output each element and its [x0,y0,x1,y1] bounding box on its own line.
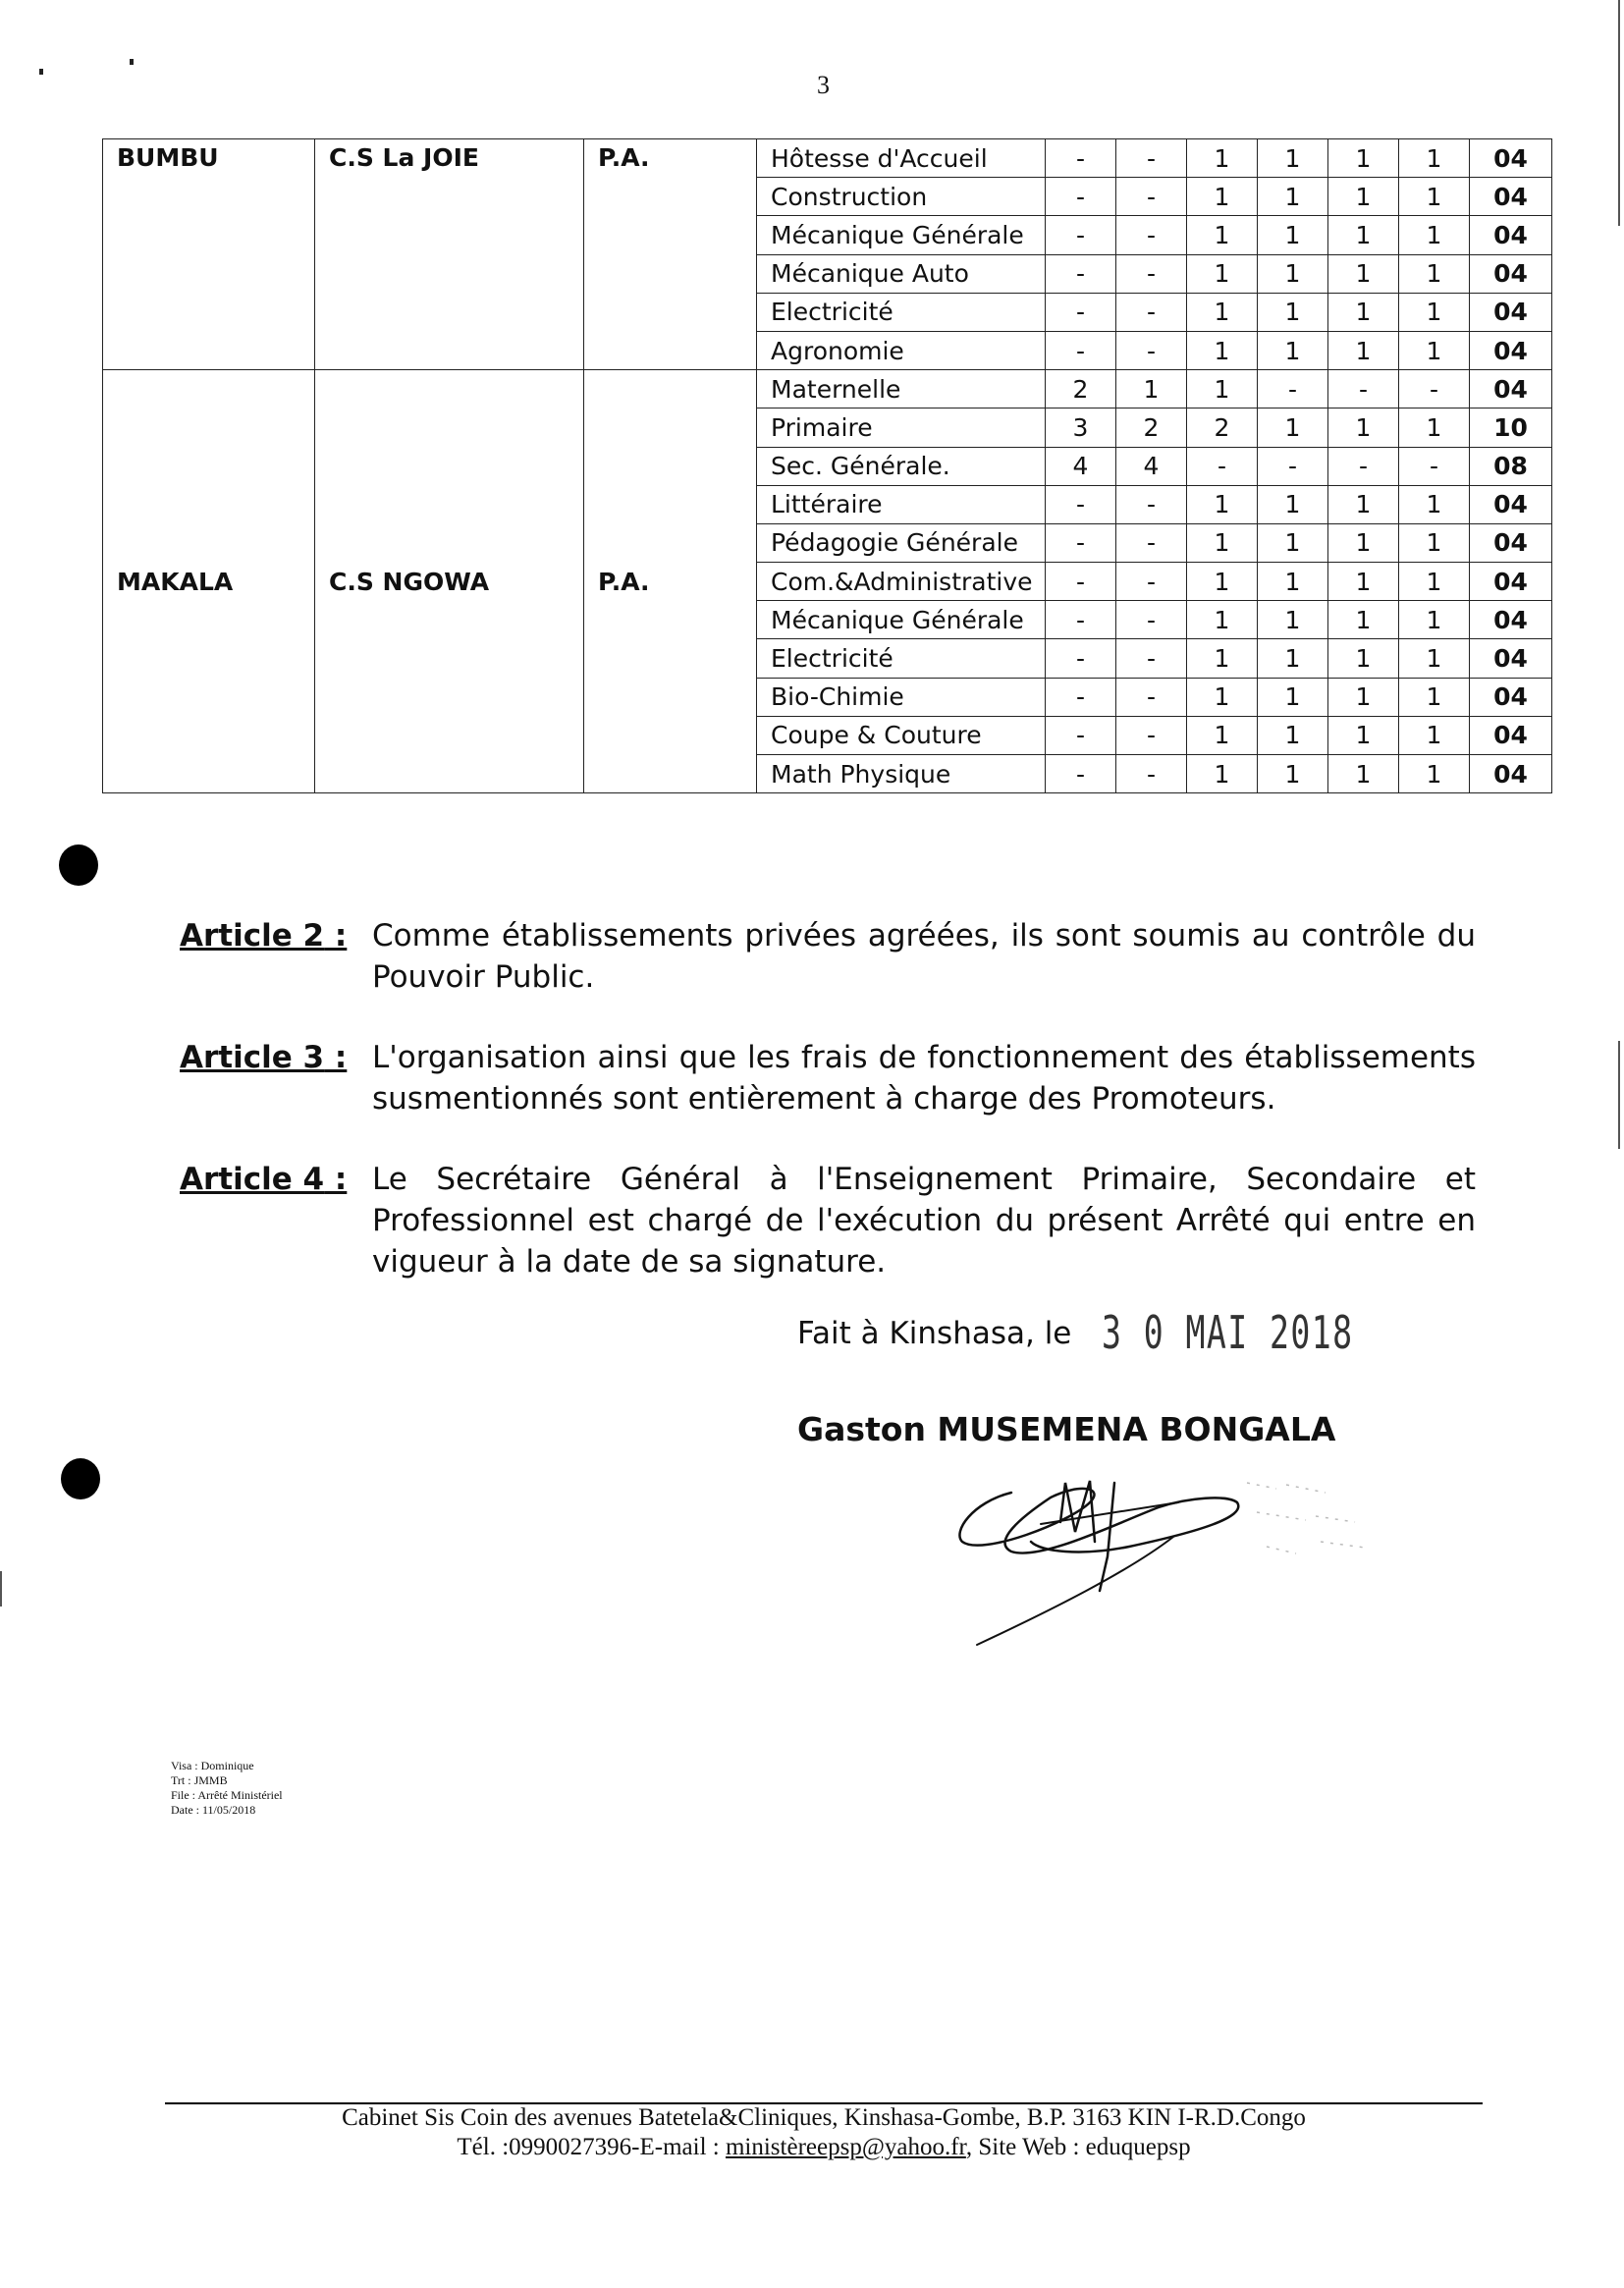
class-count-cell: 1 [1258,254,1328,293]
class-count-cell: - [1046,485,1116,523]
class-count-cell: - [1046,716,1116,754]
class-count-cell: 1 [1399,409,1470,447]
total-cell: 04 [1470,331,1552,369]
footer-contact [165,2134,1483,2161]
article [180,915,1476,998]
total-cell: 04 [1470,293,1552,331]
class-count-cell: - [1116,563,1187,601]
regime-cell: P.A. [584,139,757,370]
footer-address: Cabinet Sis Coin des avenues Batetela&Cliniques, Kinshasa-Gombe, B.P. 3163 KIN I-R.D.Congo [342,2104,1306,2131]
school-allocation-table [102,138,1552,793]
class-count-cell: - [1116,178,1187,216]
class-count-cell: 1 [1258,601,1328,639]
class-count-cell: - [1046,601,1116,639]
class-count-cell: - [1046,678,1116,716]
table-row [103,370,1552,409]
class-count-cell: 1 [1399,563,1470,601]
class-count-cell: - [1046,254,1116,293]
article-text: L'organisation ainsi que les frais de fonctionnement des établissements susmentionnés sont entièrement à charge des Promoteurs. [372,1040,1476,1117]
article [180,1159,1476,1282]
date-stamp: 3 0 MAI 2018 [1102,1306,1354,1359]
total-cell: 04 [1470,716,1552,754]
class-count-cell: - [1046,755,1116,793]
scan-edge-line [1618,1041,1620,1149]
total-cell: 04 [1470,678,1552,716]
option-cell: Electricité [757,293,1046,331]
class-count-cell: 1 [1187,563,1258,601]
class-count-cell: 1 [1328,139,1399,178]
class-count-cell: 1 [1328,523,1399,562]
class-count-cell: 2 [1116,409,1187,447]
class-count-cell: 1 [1399,601,1470,639]
class-count-cell: - [1258,447,1328,485]
total-cell: 08 [1470,447,1552,485]
class-count-cell: 1 [1328,563,1399,601]
scan-edge-line [0,1571,2,1607]
class-count-cell: 1 [1328,293,1399,331]
meta-visa: Visa : Dominique [171,1759,254,1772]
class-count-cell: 1 [1399,485,1470,523]
class-count-cell: - [1116,678,1187,716]
class-count-cell: 4 [1116,447,1187,485]
scan-speck [130,59,134,65]
total-cell: 04 [1470,601,1552,639]
class-count-cell: 1 [1328,254,1399,293]
class-count-cell: 1 [1328,601,1399,639]
option-cell: Sec. Générale. [757,447,1046,485]
class-count-cell: 1 [1399,254,1470,293]
commune-cell: MAKALA [103,370,315,793]
document-meta [171,1759,283,1818]
class-count-cell: 2 [1046,370,1116,409]
class-count-cell: 1 [1399,678,1470,716]
article-label: Article 2 : [180,918,348,953]
class-count-cell: - [1187,447,1258,485]
meta-file: File : Arrêté Ministériel [171,1788,283,1802]
class-count-cell: 1 [1116,370,1187,409]
class-count-cell: - [1046,331,1116,369]
class-count-cell: 1 [1258,678,1328,716]
option-cell: Littéraire [757,485,1046,523]
class-count-cell: 1 [1399,216,1470,254]
class-count-cell: 1 [1187,523,1258,562]
total-cell: 04 [1470,370,1552,409]
class-count-cell: 1 [1399,716,1470,754]
class-count-cell: - [1116,523,1187,562]
class-count-cell: 1 [1187,755,1258,793]
footer-site: , Site Web : eduquepsp [965,2134,1191,2160]
class-count-cell: - [1116,755,1187,793]
class-count-cell: 1 [1399,755,1470,793]
option-cell: Primaire [757,409,1046,447]
class-count-cell: 1 [1187,678,1258,716]
scan-speck [39,69,43,75]
class-count-cell: 1 [1187,178,1258,216]
class-count-cell: 1 [1258,139,1328,178]
handwritten-signature [933,1463,1424,1660]
total-cell: 04 [1470,755,1552,793]
class-count-cell: 1 [1258,485,1328,523]
class-count-cell: - [1328,370,1399,409]
total-cell: 04 [1470,485,1552,523]
class-count-cell: 1 [1258,639,1328,678]
option-cell: Math Physique [757,755,1046,793]
class-count-cell: 4 [1046,447,1116,485]
total-cell: 04 [1470,523,1552,562]
class-count-cell: 2 [1187,409,1258,447]
class-count-cell: 1 [1258,178,1328,216]
class-count-cell: 1 [1328,409,1399,447]
class-count-cell: 1 [1187,639,1258,678]
total-cell: 04 [1470,254,1552,293]
class-count-cell: 1 [1399,523,1470,562]
class-count-cell: - [1116,216,1187,254]
option-cell: Electricité [757,639,1046,678]
class-count-cell: 1 [1258,293,1328,331]
class-count-cell: 1 [1399,178,1470,216]
total-cell: 04 [1470,178,1552,216]
option-cell: Construction [757,178,1046,216]
article [180,1037,1476,1119]
school-cell: C.S NGOWA [315,370,584,793]
article-label: Article 4 : [180,1162,348,1197]
class-count-cell: - [1116,254,1187,293]
class-count-cell: - [1116,716,1187,754]
class-count-cell: 1 [1328,331,1399,369]
class-count-cell: - [1116,639,1187,678]
class-count-cell: 1 [1187,601,1258,639]
signatory-name: Gaston MUSEMENA BONGALA [797,1410,1336,1448]
class-count-cell: 1 [1399,639,1470,678]
punch-hole [59,844,98,886]
class-count-cell: - [1046,178,1116,216]
class-count-cell: 1 [1187,293,1258,331]
option-cell: Pédagogie Générale [757,523,1046,562]
total-cell: 04 [1470,563,1552,601]
email-link[interactable]: ministèreepsp@yahoo.fr [725,2134,966,2160]
class-count-cell: - [1046,639,1116,678]
table-body [103,139,1552,793]
punch-hole [61,1458,100,1499]
regime-cell: P.A. [584,370,757,793]
class-count-cell: - [1116,139,1187,178]
page-number: 3 [817,71,830,99]
option-cell: Mécanique Auto [757,254,1046,293]
class-count-cell: 1 [1328,755,1399,793]
class-count-cell: 1 [1328,639,1399,678]
class-count-cell: - [1116,601,1187,639]
meta-date: Date : 11/05/2018 [171,1803,256,1817]
class-count-cell: 3 [1046,409,1116,447]
option-cell: Maternelle [757,370,1046,409]
scan-edge-line [1618,0,1620,226]
commune-cell: BUMBU [103,139,315,370]
class-count-cell: 1 [1187,716,1258,754]
class-count-cell: 1 [1187,216,1258,254]
class-count-cell: 1 [1187,254,1258,293]
school-cell: C.S La JOIE [315,139,584,370]
class-count-cell: 1 [1328,716,1399,754]
class-count-cell: 1 [1258,331,1328,369]
class-count-cell: - [1328,447,1399,485]
article-text: Comme établissements privées agréées, ils sont soumis au contrôle du Pouvoir Public. [372,918,1476,995]
class-count-cell: - [1258,370,1328,409]
class-count-cell: 1 [1328,178,1399,216]
class-count-cell: 1 [1187,331,1258,369]
class-count-cell: 1 [1258,216,1328,254]
total-cell: 04 [1470,139,1552,178]
option-cell: Agronomie [757,331,1046,369]
table-row [103,139,1552,178]
class-count-cell: - [1046,216,1116,254]
option-cell: Mécanique Générale [757,601,1046,639]
option-cell: Bio-Chimie [757,678,1046,716]
footer-phone: Tél. :0990027396-E-mail : [457,2134,726,2160]
class-count-cell: 1 [1399,139,1470,178]
class-count-cell: - [1046,139,1116,178]
class-count-cell: - [1116,485,1187,523]
class-count-cell: 1 [1258,523,1328,562]
article-text: Le Secrétaire Général à l'Enseignement Primaire, Secondaire et Professionnel est chargé de l'exécution du présent Arrêté qui entre en vigueur à la date de sa signature. [372,1162,1476,1280]
option-cell: Hôtesse d'Accueil [757,139,1046,178]
class-count-cell: 1 [1328,216,1399,254]
class-count-cell: - [1046,563,1116,601]
class-count-cell: 1 [1328,678,1399,716]
meta-trt: Trt : JMMB [171,1773,228,1787]
option-cell: Com.&Administrative [757,563,1046,601]
class-count-cell: 1 [1187,370,1258,409]
class-count-cell: 1 [1328,485,1399,523]
class-count-cell: - [1046,523,1116,562]
class-count-cell: - [1399,447,1470,485]
class-count-cell: - [1116,293,1187,331]
total-cell: 04 [1470,216,1552,254]
class-count-cell: 1 [1187,485,1258,523]
class-count-cell: 1 [1258,716,1328,754]
class-count-cell: - [1046,293,1116,331]
class-count-cell: 1 [1399,331,1470,369]
class-count-cell: 1 [1187,139,1258,178]
place-line: Fait à Kinshasa, le [797,1316,1072,1351]
class-count-cell: 1 [1399,293,1470,331]
class-count-cell: 1 [1258,409,1328,447]
option-cell: Coupe & Couture [757,716,1046,754]
class-count-cell: 1 [1258,563,1328,601]
class-count-cell: 1 [1258,755,1328,793]
total-cell: 04 [1470,639,1552,678]
class-count-cell: - [1399,370,1470,409]
total-cell: 10 [1470,409,1552,447]
article-label: Article 3 : [180,1040,348,1075]
class-count-cell: - [1116,331,1187,369]
option-cell: Mécanique Générale [757,216,1046,254]
